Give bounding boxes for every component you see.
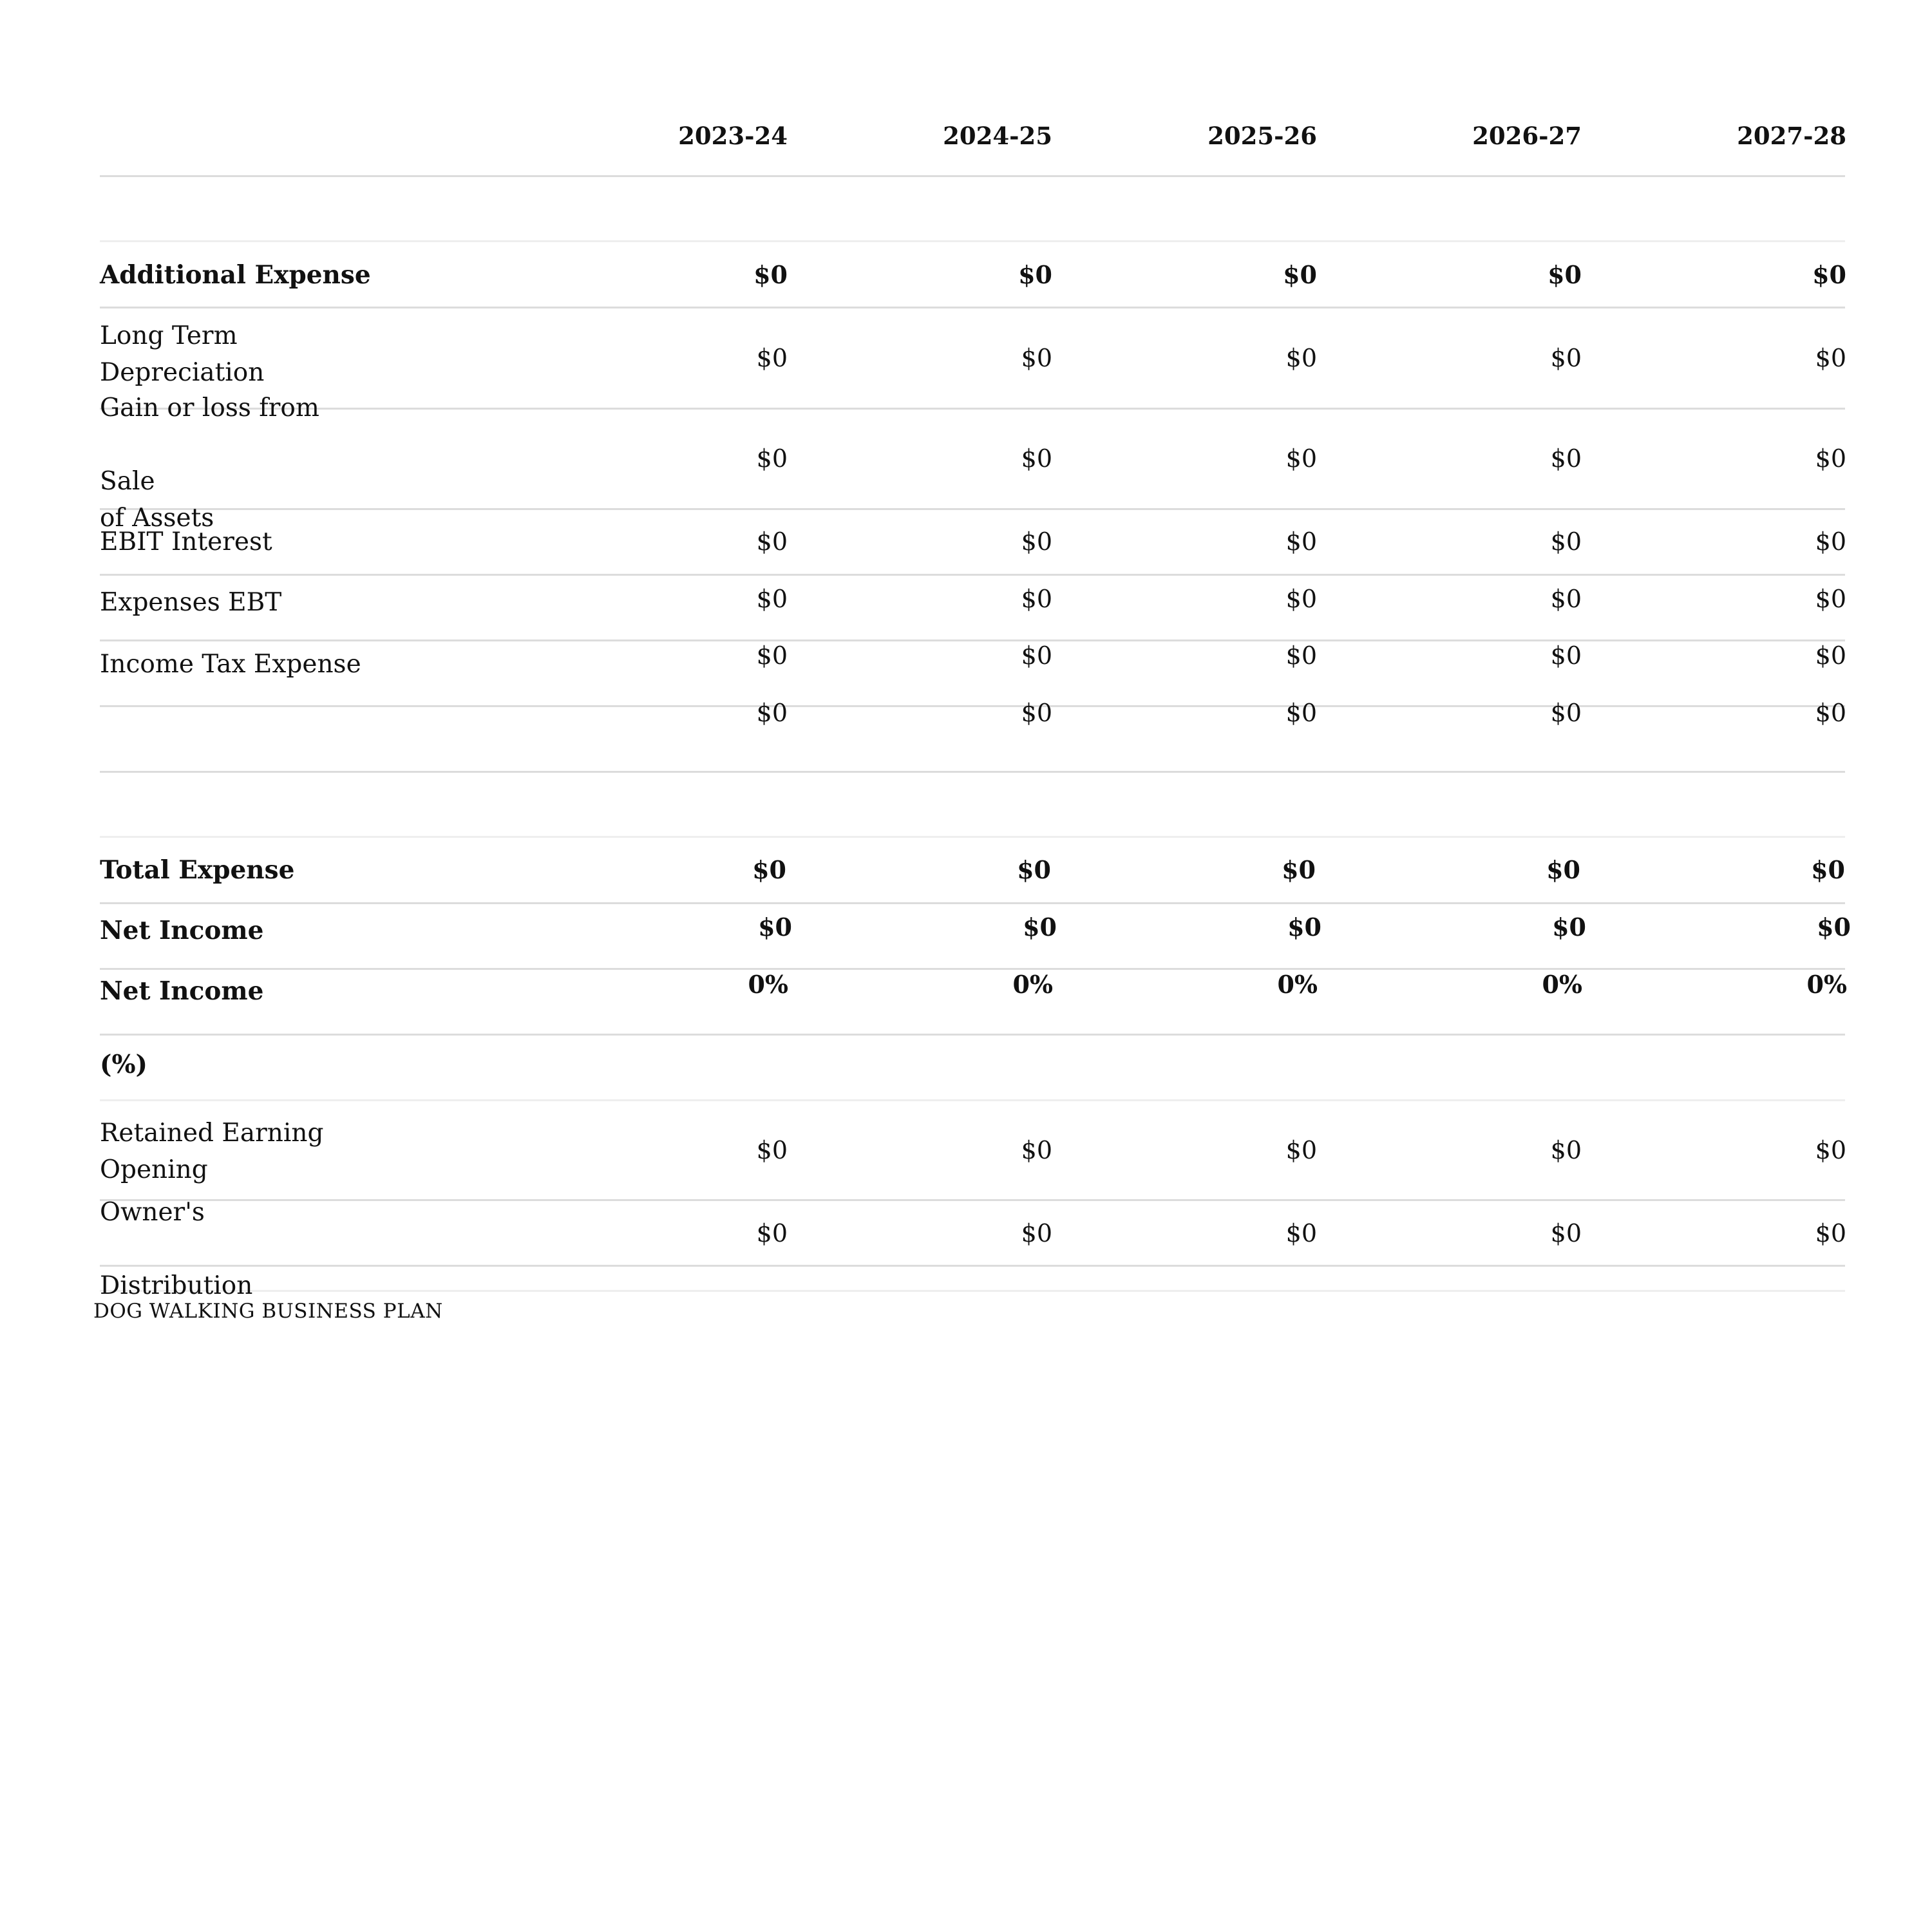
row-label-retained-earning-opening: Retained Earning Opening [100, 1119, 324, 1184]
table-cell: $0 [1812, 260, 1846, 289]
table-cell: $0 [1811, 855, 1845, 884]
page-footer: DOG WALKING BUSINESS PLAN [93, 1300, 443, 1323]
table-cell: $0 [1285, 527, 1317, 556]
table-rule [100, 574, 1845, 576]
table-rule [100, 508, 1845, 510]
table-cell: $0 [1285, 444, 1317, 473]
row-label-total-expense: Total Expense [100, 855, 295, 885]
table-cell: $0 [758, 913, 792, 942]
table-cell: $0 [756, 1219, 788, 1247]
column-header-4: 2026-27 [1472, 122, 1582, 150]
column-header-3: 2025-26 [1208, 122, 1317, 150]
table-cell: $0 [1550, 344, 1582, 372]
table-cell: 0% [748, 970, 788, 999]
row-label-owners-distribution: Owner's Distribution [100, 1198, 253, 1300]
table-rule [100, 1265, 1845, 1267]
table-cell: $0 [1550, 1219, 1582, 1247]
table-cell: $0 [1815, 585, 1846, 613]
table-cell: $0 [756, 444, 788, 473]
table-cell: $0 [756, 1136, 788, 1164]
table-cell: $0 [1550, 699, 1582, 727]
table-cell: $0 [756, 641, 788, 670]
table-cell: $0 [1018, 260, 1052, 289]
table-cell: 0% [1012, 970, 1053, 999]
table-cell: $0 [1021, 344, 1052, 372]
table-cell: $0 [1815, 641, 1846, 670]
row-label-additional-expense: Additional Expense [100, 260, 371, 290]
table-cell: $0 [1548, 260, 1582, 289]
table-rule [100, 307, 1845, 308]
table-cell: $0 [1550, 444, 1582, 473]
table-cell: 0% [1277, 970, 1318, 999]
table-cell: $0 [1285, 344, 1317, 372]
table-cell: $0 [1021, 527, 1052, 556]
table-cell: $0 [1815, 344, 1846, 372]
table-rule [100, 968, 1845, 970]
table-rule [100, 1034, 1845, 1036]
table-rule [100, 175, 1845, 177]
table-cell: $0 [756, 344, 788, 372]
table-cell: $0 [1815, 699, 1846, 727]
table-rule [100, 1199, 1845, 1201]
table-cell: $0 [1021, 585, 1052, 613]
table-cell: $0 [1285, 1136, 1317, 1164]
row-label-net-income-percent: Net Income (%) [100, 976, 264, 1079]
table-cell: $0 [1023, 913, 1057, 942]
table-cell: $0 [1552, 913, 1586, 942]
row-label-long-term-depreciation: Long Term Depreciation [100, 321, 265, 387]
table-cell: $0 [1021, 699, 1052, 727]
table-rule [100, 1099, 1845, 1101]
table-rule [100, 639, 1845, 641]
table-rule [100, 902, 1845, 904]
table-cell: $0 [1021, 1219, 1052, 1247]
table-cell: $0 [1285, 1219, 1317, 1247]
table-cell: $0 [1285, 699, 1317, 727]
table-cell: 0% [1806, 970, 1847, 999]
table-cell: $0 [1550, 585, 1582, 613]
table-cell: $0 [752, 855, 786, 884]
table-cell: $0 [756, 527, 788, 556]
column-header-2: 2024-25 [943, 122, 1052, 150]
table-cell: $0 [1817, 913, 1851, 942]
table-cell: $0 [1021, 641, 1052, 670]
row-label-ebit-interest: EBIT Interest [100, 527, 272, 556]
table-cell: $0 [1285, 585, 1317, 613]
table-cell: $0 [756, 699, 788, 727]
table-cell: 0% [1542, 970, 1582, 999]
table-cell: $0 [1815, 1136, 1846, 1164]
table-rule [100, 1290, 1845, 1292]
table-cell: $0 [756, 585, 788, 613]
table-rule [100, 771, 1845, 773]
table-cell: $0 [1546, 855, 1580, 884]
table-cell: $0 [1021, 444, 1052, 473]
table-cell: $0 [1282, 855, 1316, 884]
column-header-1: 2023-24 [678, 122, 788, 150]
table-cell: $0 [1550, 1136, 1582, 1164]
table-rule [100, 408, 1845, 410]
table-rule [100, 836, 1845, 838]
table-cell: $0 [1815, 1219, 1846, 1247]
table-cell: $0 [1815, 527, 1846, 556]
table-cell: $0 [1287, 913, 1321, 942]
row-label-income-tax-expense: Income Tax Expense [100, 650, 361, 679]
row-label-net-income: Net Income [100, 916, 264, 945]
table-cell: $0 [1815, 444, 1846, 473]
table-cell: $0 [1550, 641, 1582, 670]
table-cell: $0 [1017, 855, 1051, 884]
table-cell: $0 [1285, 641, 1317, 670]
row-label-expenses-ebt: Expenses EBT [100, 588, 282, 617]
table-rule [100, 240, 1845, 242]
table-cell: $0 [1021, 1136, 1052, 1164]
table-cell: $0 [753, 260, 788, 289]
column-header-5: 2027-28 [1737, 122, 1846, 150]
row-label-gain-loss-sale-of-assets: Gain or loss from Sale of Assets [100, 393, 319, 533]
table-cell: $0 [1550, 527, 1582, 556]
table-cell: $0 [1283, 260, 1317, 289]
